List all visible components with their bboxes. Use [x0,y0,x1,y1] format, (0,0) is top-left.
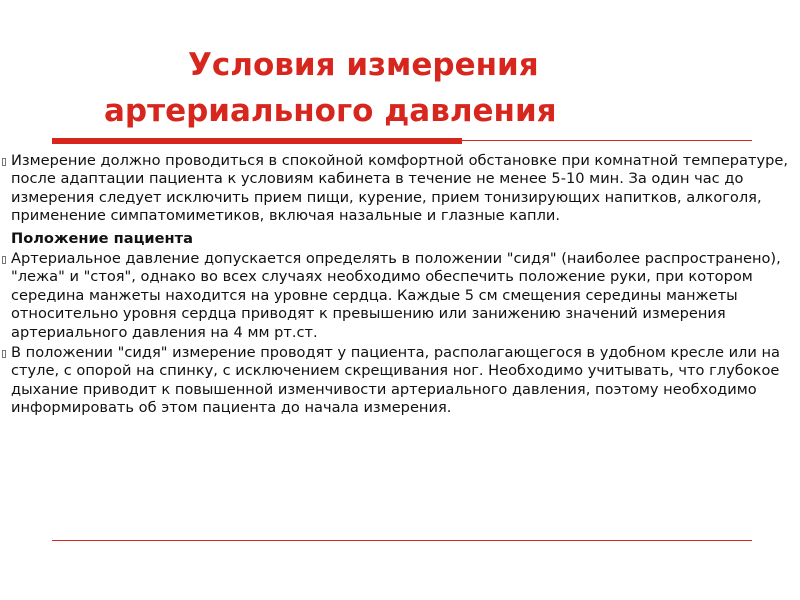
hollow-square-bullet-icon [2,158,6,166]
hollow-square-bullet-icon [2,350,6,358]
footer-divider [52,540,752,541]
body-paragraph-text: В положении "сидя" измерение проводят у пациента, располагающегося в удобном кресле или на стуле, с опорой на спинку, с исключением скрещивания ног. Необходимо учитывать, что глубокое дыхание приводит к повышенной изменчивости артериального давления, поэтому необходимо информировать об этом пациента до начала измерения. [11,344,780,417]
hollow-square-bullet-icon [2,256,6,264]
body-paragraph-sitting [2,344,792,418]
body-paragraph-position [2,250,792,342]
slide-title-line-2: артериального давления [104,93,557,129]
body-paragraph-conditions [2,152,792,226]
title-divider-thick [52,138,462,144]
body-paragraph-text: Артериальное давление допускается определять в положении "сидя" (наиболее распространено), "лежа" и "стоя", однако во всех случаях необходимо обеспечить положение руки, при котором середина манжеты находится на уровне сердца. Каждые 5 см смещения середины манжеты относительно уровня сердца приводят к превышению или занижению значений измерения артериального давления на 4 мм рт.ст. [11,250,781,341]
section-heading-patient-position: Положение пациента [11,229,193,247]
body-paragraph-text: Измерение должно проводиться в спокойной комфортной обстановке при комнатной температуре, после адаптации пациента к условиям кабинета в течение не менее 5-10 мин. За один час до измерения следует исключить прием пищи, курение, прием тонизирующих напитков, алкоголя, применение симпатомиметиков, включая назальные и глазные капли. [11,152,789,225]
slide-title-line-1: Условия измерения [188,47,539,83]
slide-body [2,152,792,420]
slide-title [0,42,800,134]
